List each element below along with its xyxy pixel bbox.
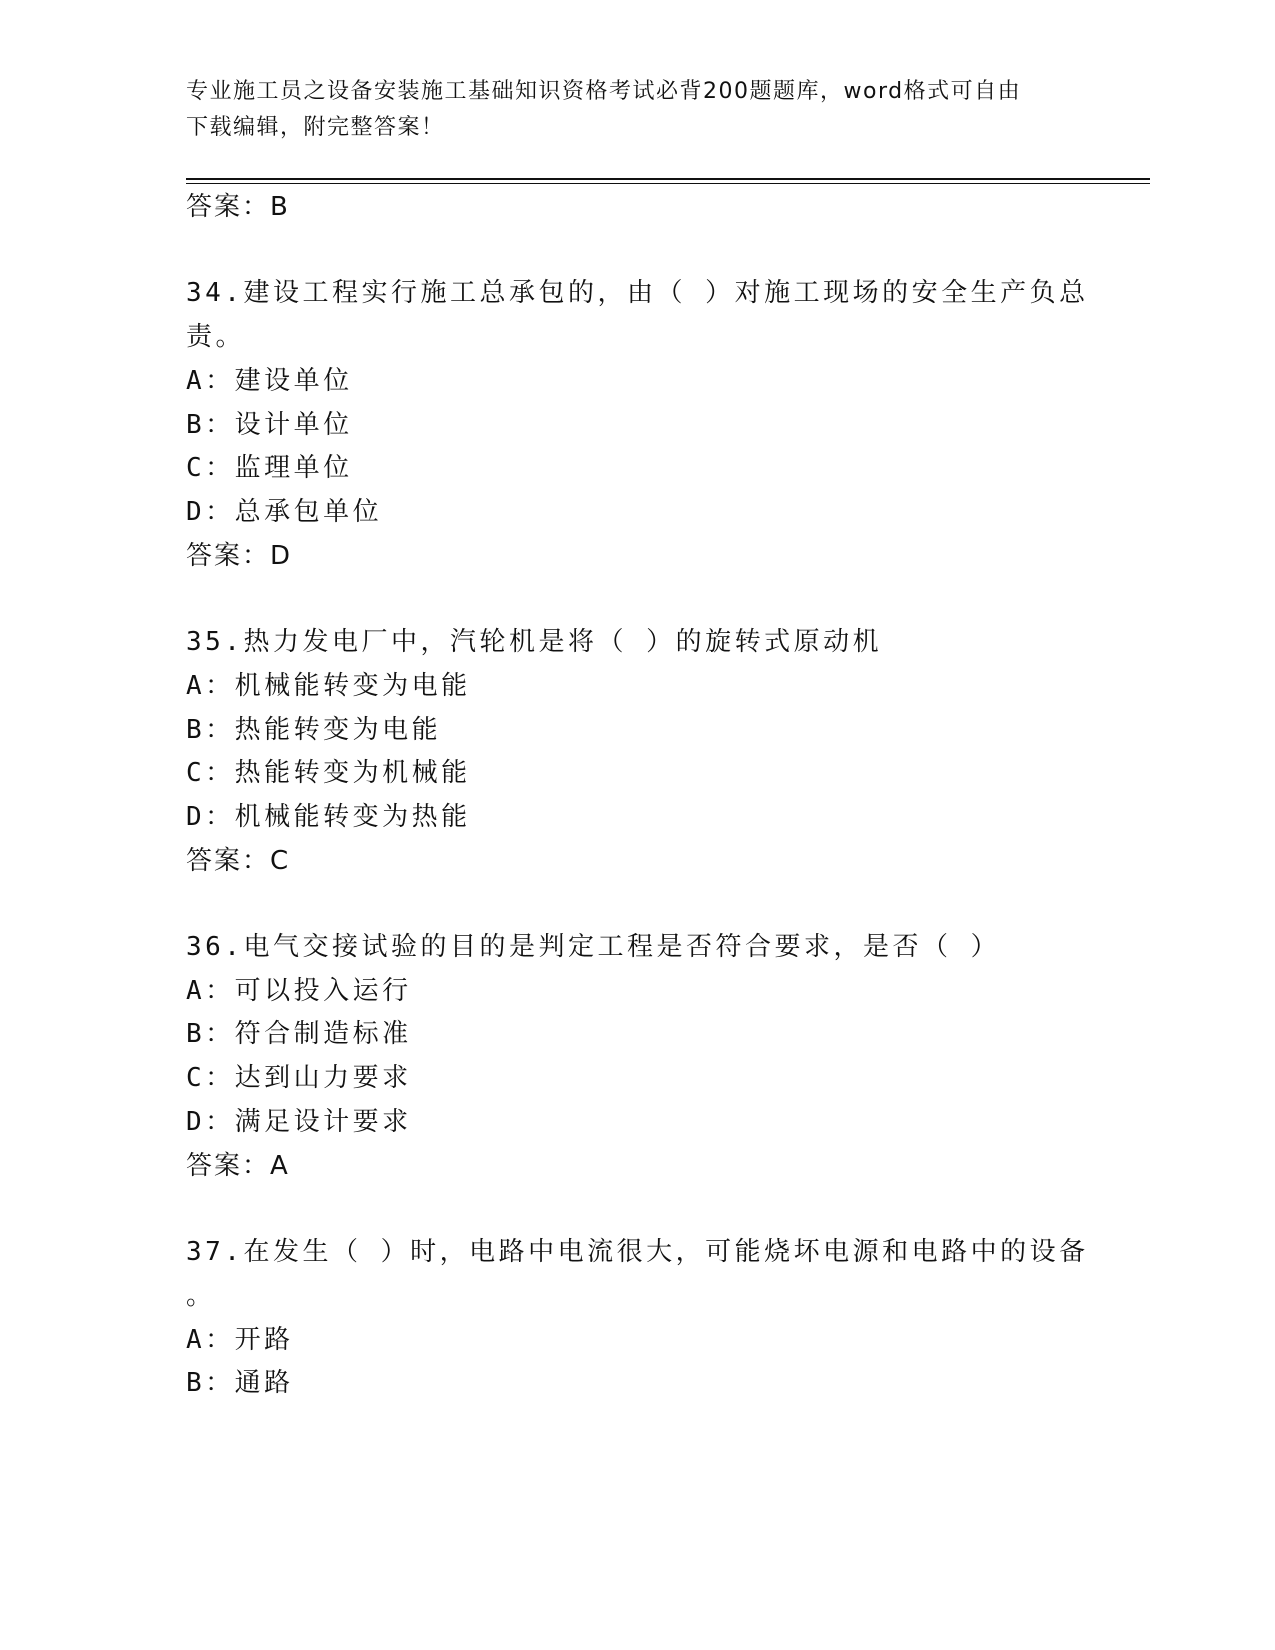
question-35-option-d: D：机械能转变为热能 [186,802,471,832]
answer-33: 答案：B [186,192,290,222]
question-34-stem-line-1: 34.建设工程实行施工总承包的，由（ ）对施工现场的安全生产负总 [186,278,1089,308]
question-34-option-b: B：设计单位 [186,410,353,440]
question-36-option-c: C：达到山力要求 [186,1063,412,1093]
question-35-option-b: B：热能转变为电能 [186,715,442,745]
question-37-option-a: A：开路 [186,1325,294,1355]
question-36-option-b: B：符合制造标准 [186,1019,412,1049]
question-34-stem-line-2: 责。 [186,322,246,352]
question-34-option-a: A：建设单位 [186,366,353,396]
header-line-1: 专业施工员之设备安装施工基础知识资格考试必背200题题库，word格式可自由 [186,79,1022,104]
question-36-answer: 答案：A [186,1151,290,1181]
question-36-stem-line-1: 36.电气交接试验的目的是判定工程是否符合要求，是否（ ） [186,932,1001,962]
question-37-stem-line-2: 。 [186,1281,216,1311]
question-36-option-d: D：满足设计要求 [186,1107,412,1137]
question-34-option-c: C：监理单位 [186,453,353,483]
header-divider-thin [186,183,1150,184]
question-35-answer: 答案：C [186,846,291,876]
question-34-answer: 答案：D [186,541,293,571]
question-36-option-a: A：可以投入运行 [186,976,412,1006]
document-header [186,74,1066,146]
question-34-option-d: D：总承包单位 [186,497,383,527]
question-37-option-b: B：通路 [186,1368,294,1398]
question-35-option-c: C：热能转变为机械能 [186,758,471,788]
question-35-stem-line-1: 35.热力发电厂中，汽轮机是将（ ）的旋转式原动机 [186,627,883,657]
header-line-2: 下载编辑，附完整答案！ [186,115,445,140]
question-37-stem-line-1: 37.在发生（ ）时，电路中电流很大，可能烧坏电源和电路中的设备 [186,1237,1089,1267]
header-divider [186,178,1150,180]
question-35-option-a: A：机械能转变为电能 [186,671,471,701]
